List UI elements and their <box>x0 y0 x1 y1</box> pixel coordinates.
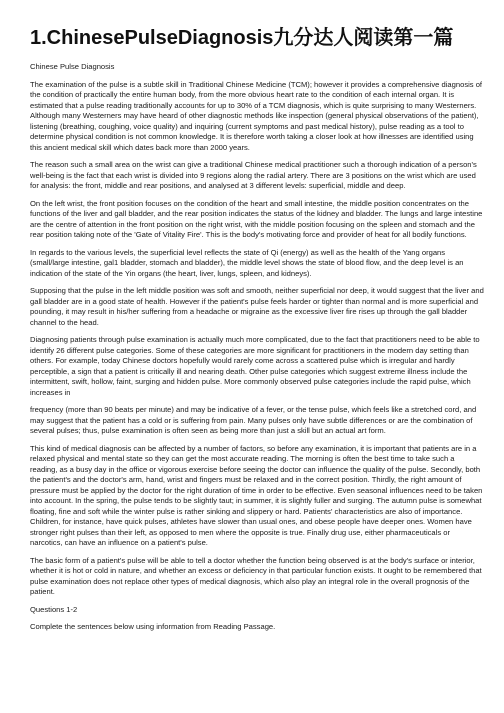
paragraph-9: The basic form of a patient's pulse will be able to tell a doctor whether the function being observed is at the body's surface or interior, whether it is hot or cold in nature, and whether an excess or deficiency in that particular function exists. It ought to be remembered that pulse examination does not replace other types of medical diagnosis, which also play an integral role in the overall prognosis of the patient. <box>30 555 482 596</box>
document-subtitle: Chinese Pulse Diagnosis <box>30 62 115 71</box>
paragraph-4: In regards to the various levels, the superficial level reflects the state of Qi (energy) as well as the health of the Yang organs (small/large intestine, gal1 bladder, stomach and bladder), the middle level shows the state of blood flow, and the deep level is an indication of the state of the Yin organs (the heart, liver, lungs, spleen, and kidneys). <box>30 247 464 278</box>
paragraph-5: Supposing that the pulse in the left middle position was soft and smooth, neither superficial nor deep, it would suggest that the liver and gall bladder are in a good state of health. However if the patient's pulse feels harder or tighter than normal and is more superficial and pounding, it may result in his/her suffering from a headache or migraine as the excessive liver fire rises up through the gall bladder channel to the head. <box>30 286 484 327</box>
paragraph-2: The reason such a small area on the wrist can give a traditional Chinese medical practitioner such a thorough indication of a person's well-being is the fact that each wrist is divided into 9 regions along the radial artery. There are 3 positions on the wrist which are used for analysis: the front, middle and rear positions, and analysed at 3 different levels: superficial, middle and deep. <box>30 160 477 190</box>
questions-heading: Questions 1-2 <box>30 604 78 614</box>
paragraph-3: On the left wrist, the front position focuses on the condition of the heart and small intestine, the middle position concentrates on the functions of the liver and gall bladder, and the rear position indicates the status of the kidney and bladder. The lungs and large intestine are the centre of attention in the front position on the right wrist, with the middle position focusing on the spleen and stomach and the rear position taking note of the 'Gate of Vitality Fire'. This is the body's motivating force and provider of heat for all bodily functions. <box>30 198 483 239</box>
paragraph-7: frequency (more than 90 beats per minute) and may be indicative of a fever, or the tense pulse, which feels like a stretched cord, and may suggest that the patient has a cold or is suffering from pain. Many pulses only have subtle differences or are the combination of several pulses; thus, pulse examination is often seen as being more than just a skill but an actual art form. <box>30 405 477 435</box>
questions-instructions: Complete the sentences below using information from Reading Passage. <box>30 622 276 631</box>
paragraph-8: This kind of medical diagnosis can be affected by a number of factors, so before any examination, it is important that patients are in a relaxed physical and mental state so they can get the most accurate reading. The morning is often the best time to take such a reading, as a busy day in the office or vigorous exercise before seeing the doctor can influence the quality of the pulse. Secondly, both the patient's and the doctor's arm, hand, wrist and fingers must be relaxed and in the correct position. Thirdly, the right amount of pressure must be applied by the doctor for the right duration of time in order to be effective. Even seasonal influences need to be taken into account. In the spring, the pulse tends to be slightly taut; in summer, it is slightly fuller and surging. The autumn pulse is somewhat floating, fine and soft while the winter pulse is rather sinking and slippery or hard. Patients' characteristics are also of importance. Children, for instance, have quick pulses, athletes have slower than usual ones, and obese people have deeper ones. Women have stronger right pulses than their left, as opposed to men where the opposite is true. Finally drug use, either pharmaceuticals or narcotics, can have an influence on a patient's pulse. <box>30 443 483 547</box>
paragraph-1: The examination of the pulse is a subtle skill in Traditional Chinese Medicine (TCM); however it provides a comprehensive diagnosis of the condition of practically the entire human body, from the more obvious heart rate to the condition of each internal organ. It is estimated that a pulse reading traditionally accounts for up to 30% of a TCM diagnosis, which is quite surprising to many Westerners. Although many Westerners may have heard of other diagnostic methods like inspection (general physical observations of the patient), listening (breathing, coughing, voice quality) and inquiring (current symptoms and past medical history), pulse reading as a tool to determine physical condition is not common knowledge. It is therefore worth taking a closer look at how illnesses are identified using this ancient medical skill which dates back more than 2000 years. <box>30 79 483 152</box>
paragraph-6: Diagnosing patients through pulse examination is actually much more complicated, due to the fact that practitioners need to be able to identify 26 different pulse categories. Some of these categories are more significant for practitioners in the modern day setting than others. For example, today Chinese doctors hopefully would rarely come across a scattered pulse which is irregular and hardly perceptible, a sign that a patient is critically ill and nearing death. Other pulse categories which suggest extreme illness include the intermittent, swift, hollow, faint, surging and hidden pulse. More commonly observed pulse categories include the rapid pulse, which increases in <box>30 335 480 397</box>
document-title: 1.ChinesePulseDiagnosis九分达人阅读第一篇 <box>30 27 454 49</box>
